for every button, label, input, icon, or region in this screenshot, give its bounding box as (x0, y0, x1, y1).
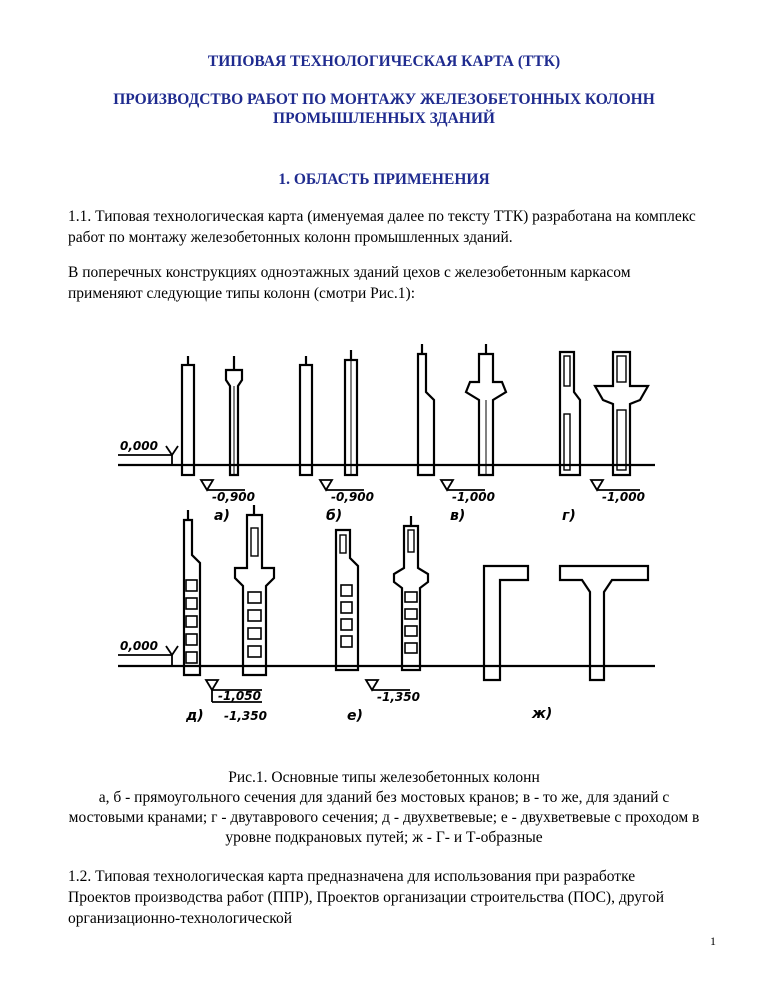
document-title: ТИПОВАЯ ТЕХНОЛОГИЧЕСКАЯ КАРТА (ТТК) (207, 53, 561, 70)
label-a: а) (214, 508, 230, 524)
mark-d1: -1,050 (218, 689, 261, 703)
column-types-figure (0, 330, 768, 750)
label-g: г) (562, 508, 576, 524)
label-e: е) (347, 708, 363, 724)
page-number: 1 (710, 934, 716, 948)
mark-d2: -1,350 (224, 709, 267, 723)
mark-b: -0,900 (331, 490, 374, 504)
paragraph-1-1: 1.1. Типовая технологическая карта (именуемая далее по тексту ТТК) разработана на комплекс работ по монтажу железобетонных колонн промышленных зданий. (68, 208, 696, 246)
mark-a: -0,900 (212, 490, 255, 504)
mark-v: -1,000 (452, 490, 495, 504)
label-zh: ж) (532, 706, 553, 722)
label-d: д) (186, 708, 204, 724)
section-heading: 1. ОБЛАСТЬ ПРИМЕНЕНИЯ (278, 171, 490, 188)
figure-caption-title: Рис.1. Основные типы железобетонных колонн (228, 769, 540, 786)
label-v: в) (450, 508, 466, 524)
figure-caption-text: а, б - прямоугольного сечения для зданий без мостовых кранов; в - то же, для зданий с мостовыми кранами; г - двутаврового сечения; д - двухветвевые; е - двухветвевые с проходом в уровне подкрановых путей; ж - Г- и Т-образные (68, 789, 700, 846)
level-label-bottom: 0,000 (120, 639, 158, 653)
paragraph-intro: В поперечных конструкциях одноэтажных зданий цехов с железобетонным каркасом применяют следующие типы колонн (смотри Рис.1): (68, 264, 631, 302)
document-subtitle: ПРОИЗВОДСТВО РАБОТ ПО МОНТАЖУ ЖЕЛЕЗОБЕТОННЫХ КОЛОНН ПРОМЫШЛЕННЫХ ЗДАНИЙ (113, 91, 655, 127)
mark-g: -1,000 (602, 490, 645, 504)
paragraph-1-2: 1.2. Типовая технологическая карта предназначена для использования при разработке Проектов производства работ (ППР), Проектов организации строительства (ПОС), другой организационно-технологической (68, 868, 665, 927)
label-b: б) (326, 508, 343, 524)
mark-e: -1,350 (377, 690, 420, 704)
level-label-top: 0,000 (120, 439, 158, 453)
